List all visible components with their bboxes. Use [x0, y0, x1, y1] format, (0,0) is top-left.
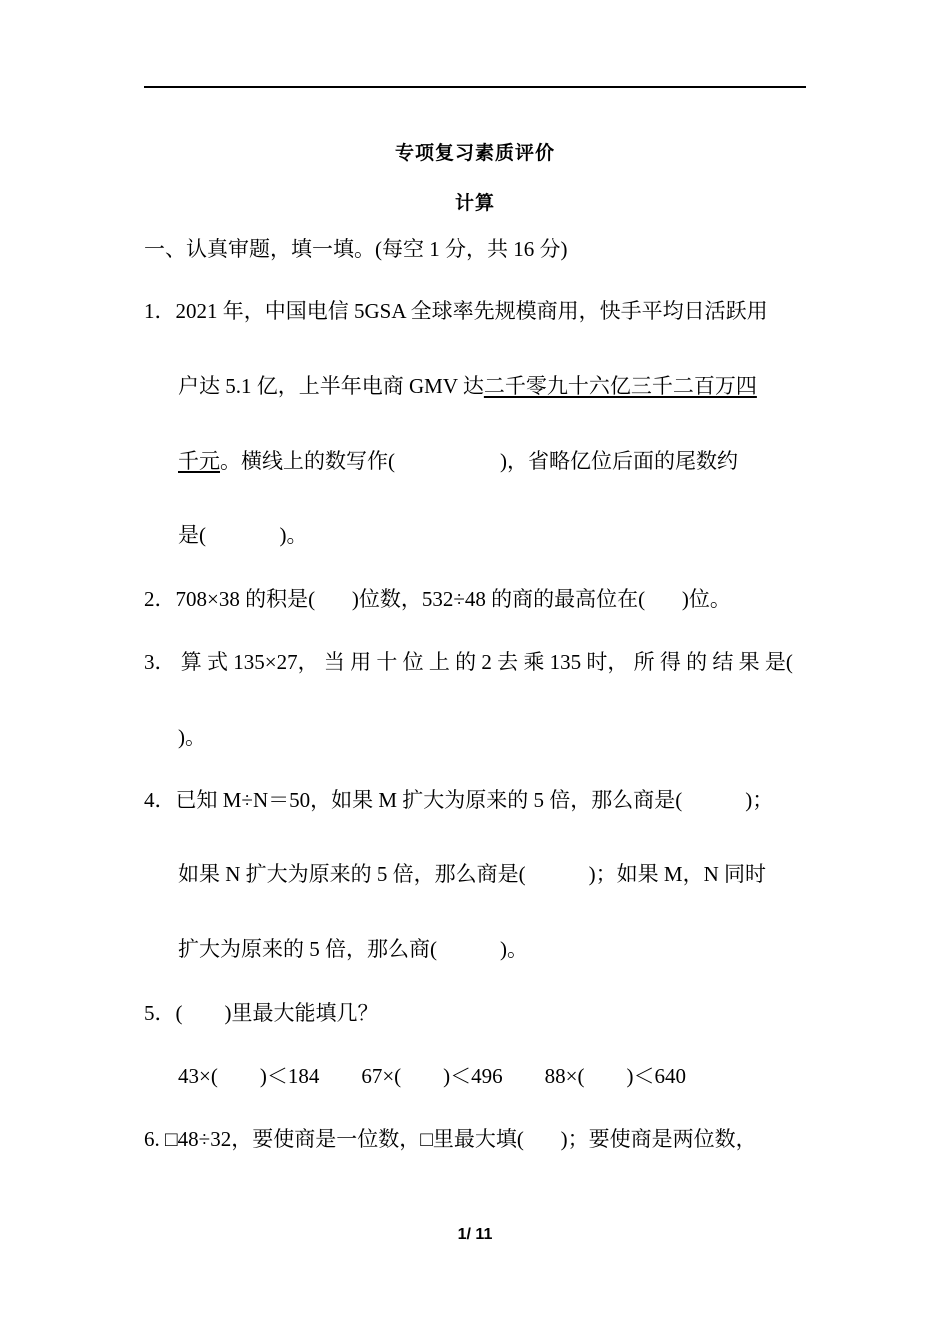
question-6-line-1: 6. □48÷32，要使商是一位数，□里最大填( )；要使商是两位数， [144, 1127, 757, 1151]
page-title: 专项复习素质评价 [394, 142, 555, 164]
question-4-line-3: 扩大为原来的 5 倍，那么商( )。 [178, 937, 528, 961]
underlined-number-words-end: 千元 [178, 449, 220, 473]
question-4-line-2: 如果 N 扩大为原来的 5 倍，那么商是( )；如果 M，N 同时 [178, 862, 766, 886]
question-1-line-4: 是( )。 [178, 523, 308, 547]
question-5-line-2: 43×( )＜184 67×( )＜496 88×( )＜640 [178, 1064, 686, 1088]
question-2: 2．708×38 的积是( )位数，532÷48 的商的最高位在( )位。 [144, 587, 731, 611]
question-1-line-2 [178, 373, 757, 399]
page-number: 1/ 11 [457, 1226, 493, 1243]
header-rule [144, 86, 806, 88]
underlined-number-words: 二千零九十六亿三千二百万四 [483, 374, 757, 398]
question-1-text: 户达 5.1 亿，上半年电商 GMV 达 [178, 374, 484, 398]
question-1-line-3 [178, 448, 738, 474]
question-5-line-1: 5．( )里最大能填几？ [144, 1001, 379, 1025]
section-heading: 一、认真审题，填一填。(每空 1 分，共 16 分) [144, 237, 568, 261]
page-subtitle: 计算 [454, 192, 495, 214]
question-3-line-2: )。 [178, 725, 206, 749]
question-3-line-1: 3． 算 式 135×27， 当 用 十 位 上 的 2 去 乘 135 时， 所 得 的 结 果 是( [144, 650, 793, 674]
question-1-text-cont: 。横线上的数写作( )，省略亿位后面的尾数约 [220, 449, 738, 473]
question-1-line-1: 1．2021 年，中国电信 5GSA 全球率先规模商用，快手平均日活跃用 [144, 299, 768, 323]
question-4-line-1: 4．已知 M÷N＝50，如果 M 扩大为原来的 5 倍，那么商是( )； [144, 788, 774, 812]
